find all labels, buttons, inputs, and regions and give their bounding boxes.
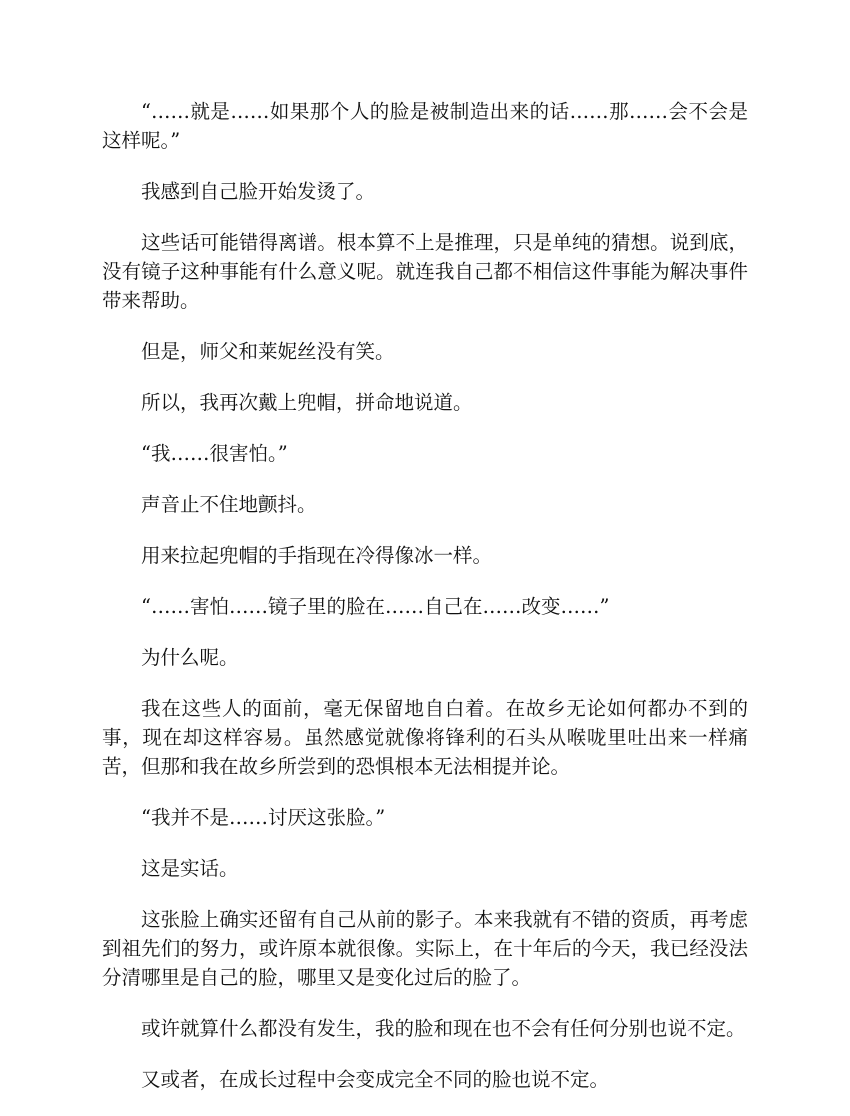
paragraph: 为什么呢。 [141, 646, 239, 669]
paragraph: 或许就算什么都没有发生，我的脸和现在也不会有任何分别也说不定。 [141, 1017, 746, 1040]
paragraph: 所以，我再次戴上兜帽，拼命地说道。 [141, 391, 473, 414]
paragraph: 我感到自己脸开始发烫了。 [141, 180, 376, 203]
paragraph: “……就是……如果那个人的脸是被制造出来的话……那……会不会是这样呢。” [102, 100, 748, 152]
paragraph: “我……很害怕。” [141, 442, 288, 465]
paragraph: 我在这些人的面前，毫无保留地自白着。在故乡无论如何都办不到的事，现在却这样容易。虽然感觉就像将锋利的石头从喉咙里吐出来一样痛苦，但那和我在故乡所尝到的恐惧根本无法相提并论。 [102, 697, 748, 778]
paragraph: “……害怕……镜子里的脸在……自己在……改变……” [141, 595, 610, 618]
paragraph: 这张脸上确实还留有自己从前的影子。本来我就有不错的资质，再考虑到祖先们的努力，或许原本就很像。实际上，在十年后的今天，我已经没法分清哪里是自己的脸，哪里又是变化过后的脸了。 [102, 908, 748, 989]
paragraph: 声音止不住地颤抖。 [141, 493, 317, 516]
paragraph: 这是实话。 [141, 857, 239, 880]
paragraph: 又或者，在成长过程中会变成完全不同的脸也说不定。 [141, 1068, 610, 1091]
paragraph: 用来拉起兜帽的手指现在冷得像冰一样。 [141, 544, 493, 567]
paragraph: 但是，师父和莱妮丝没有笑。 [141, 340, 395, 363]
paragraph: “我并不是……讨厌这张脸。” [141, 806, 386, 829]
paragraph: 这些话可能错得离谱。根本算不上是推理，只是单纯的猜想。说到底，没有镜子这种事能有什么意义呢。就连我自己都不相信这件事能为解决事件带来帮助。 [102, 231, 748, 312]
document-body [102, 97, 748, 1116]
